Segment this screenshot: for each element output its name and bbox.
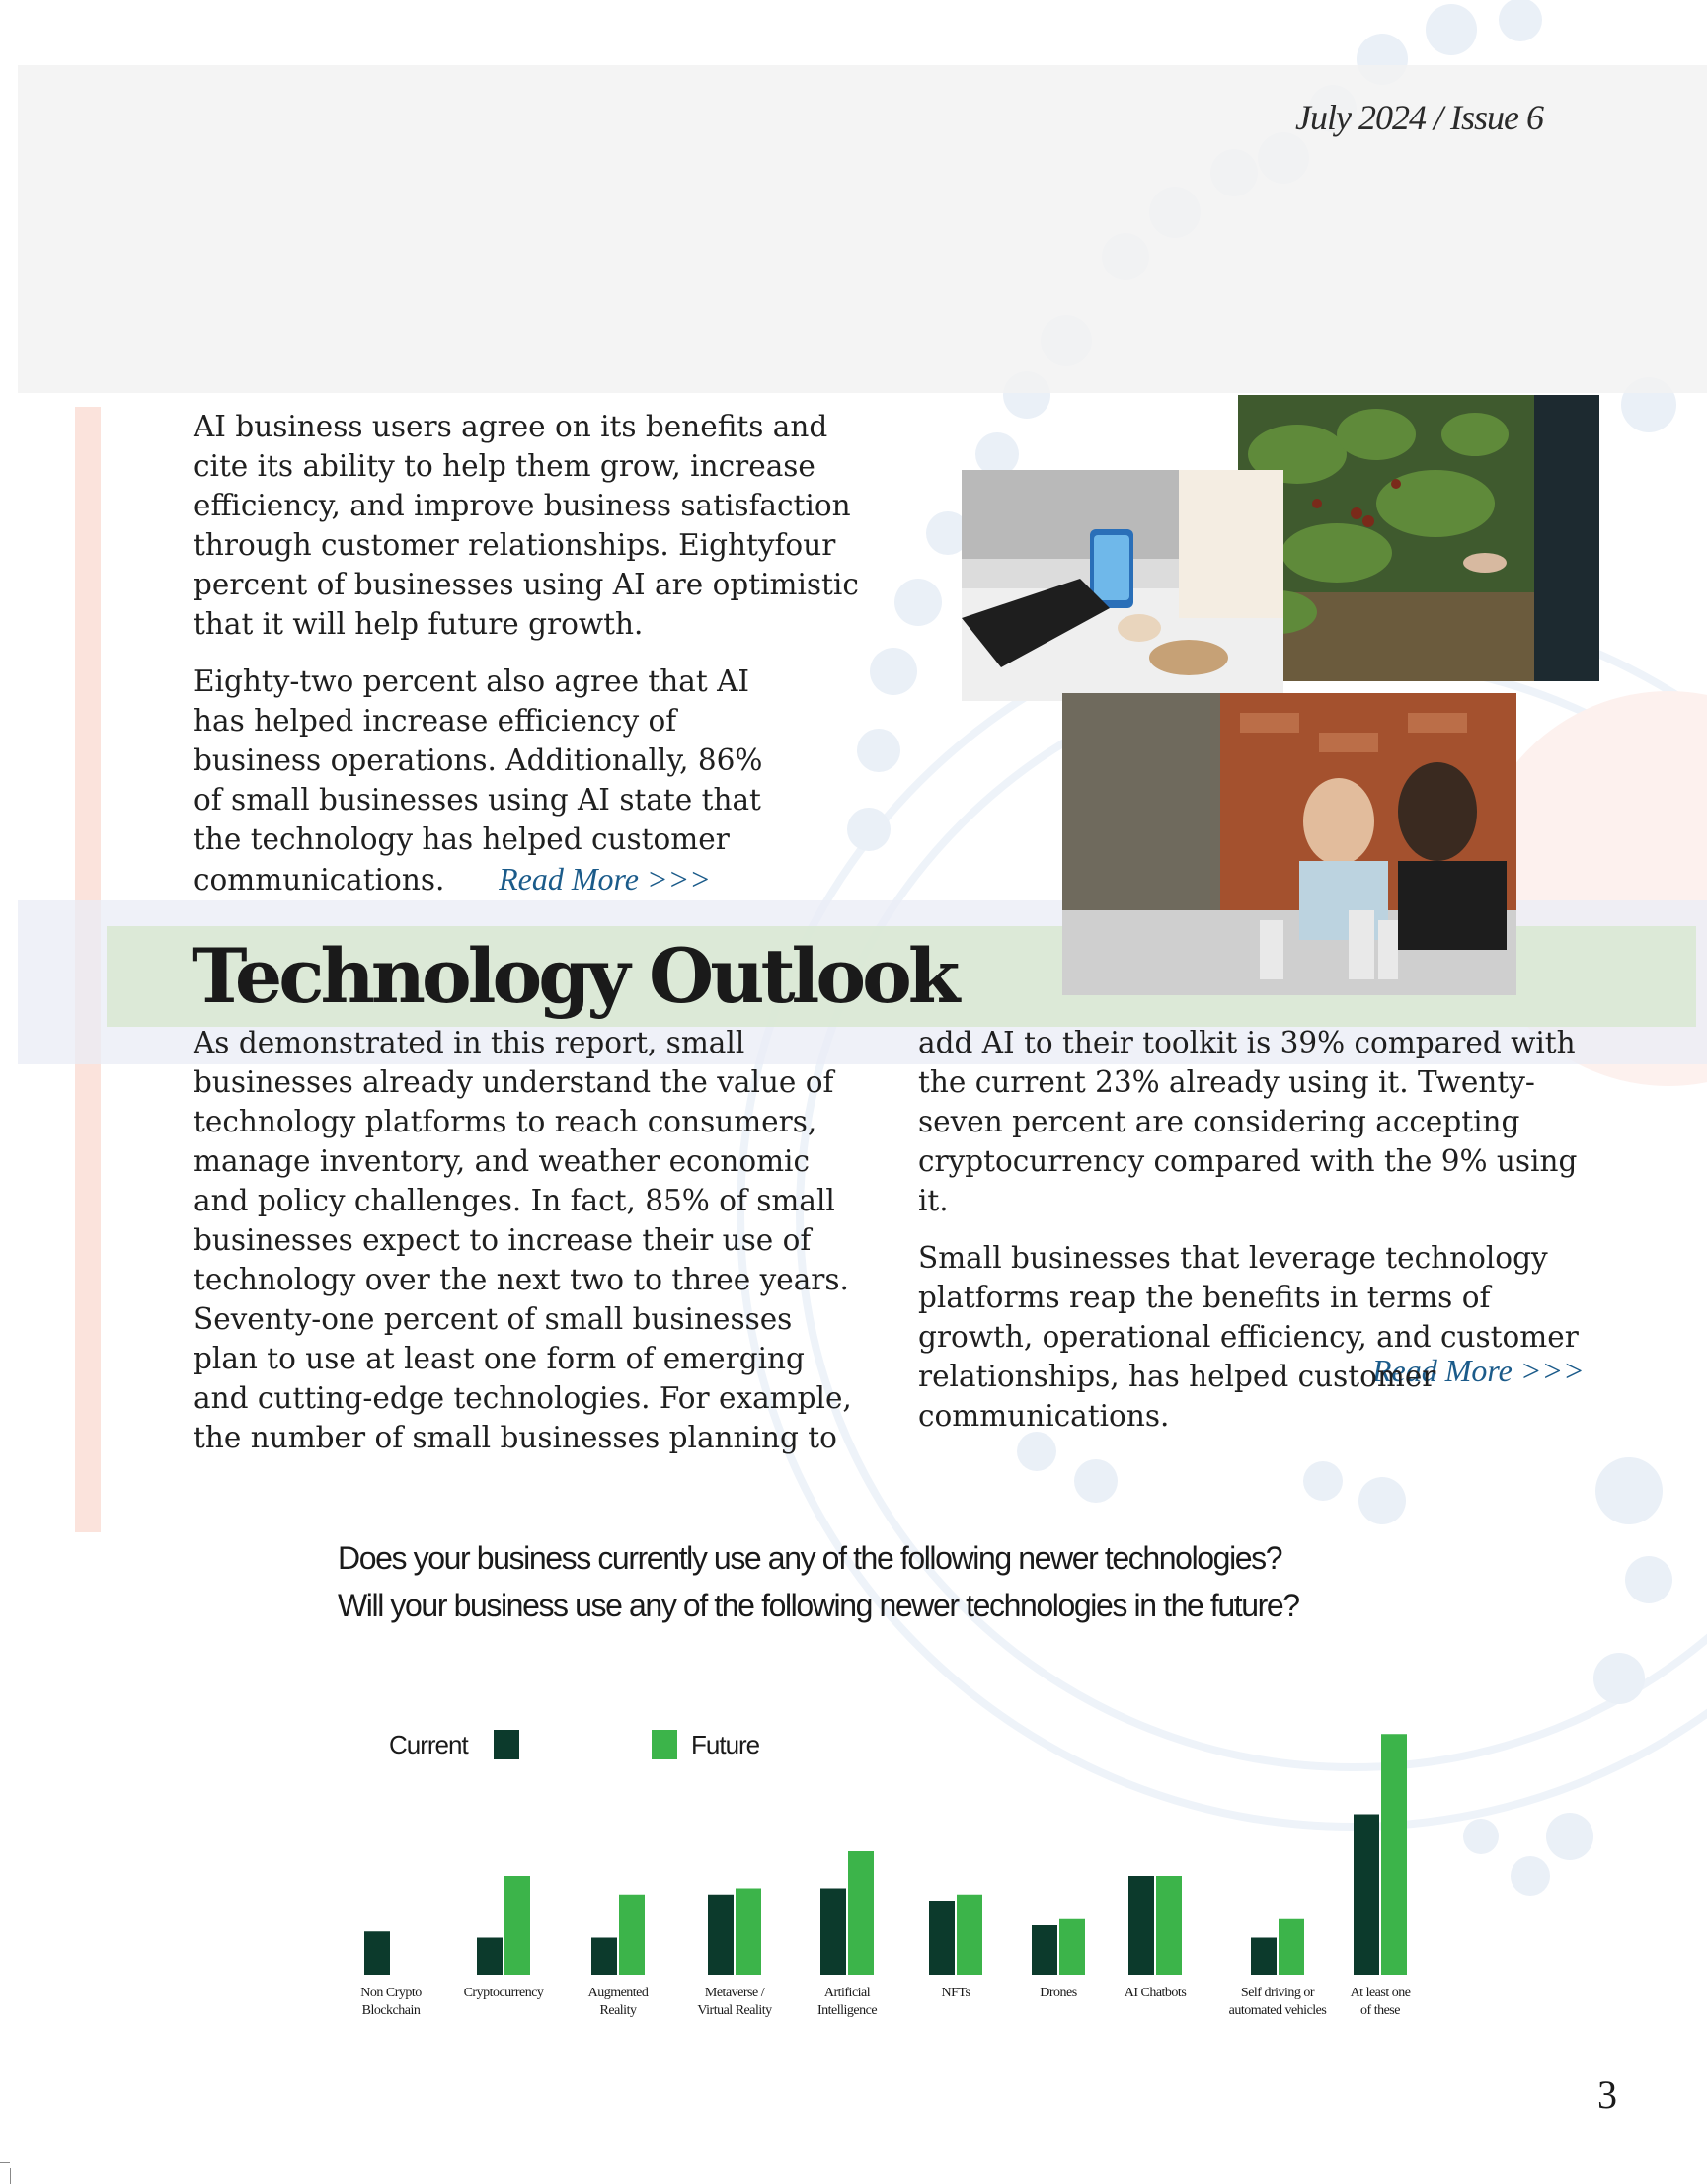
section-column-2-paragraph-2-text: Small businesses that leverage technology platforms reap the benefits in terms of growth, operational efficiency, and customer relationships, has helped customer communications. (918, 1241, 1579, 1433)
tick-label-4-1: Intelligence (816, 2003, 878, 2018)
legend-label-current: Current (389, 1730, 468, 1759)
tick-label-7-0: AI Chatbots (1124, 1986, 1187, 2000)
tick-label-3-1: Virtual Reality (697, 2003, 772, 2018)
tick-label-8-1: automated vehicles (1228, 2003, 1327, 2018)
intro-text-2 (194, 662, 766, 899)
tick-label-5-0: NFTs (941, 1986, 970, 2000)
tick-label-0-1: Blockchain (361, 2003, 421, 2018)
tick-label-2-0: Augmented (587, 1986, 649, 2000)
bar-chart (336, 1708, 1441, 2024)
intro-read-more-link[interactable]: Read More >>> (499, 861, 711, 897)
bar-future-1 (504, 1876, 530, 1975)
bar-future-7 (1156, 1876, 1182, 1975)
tick-label-4-0: Artificial (823, 1986, 871, 2000)
tick-label-2-1: Reality (599, 2003, 637, 2018)
bar-current-0 (364, 1931, 390, 1975)
photo-coffee-plants (1238, 395, 1599, 681)
tick-label-9-1: of these (1360, 2003, 1400, 2018)
bar-future-2 (619, 1895, 645, 1975)
intro-paragraph-1: AI business users agree on its benefits and cite its ability to help them grow, increase efficiency, and improve business satisfaction through customer relationships. Eightyfour percent of businesses using AI are optimistic that it will help future growth. (194, 410, 859, 641)
bar-current-9 (1354, 1815, 1379, 1976)
bar-current-3 (708, 1895, 734, 1975)
bar-current-5 (929, 1901, 955, 1975)
bar-current-4 (820, 1889, 846, 1976)
bar-current-8 (1251, 1938, 1277, 1976)
photo-cafe-conversation (1062, 693, 1516, 995)
tick-label-1-0: Cryptocurrency (463, 1986, 544, 2000)
intro-text (194, 407, 875, 662)
section-column-2-paragraph-2 (918, 1238, 1599, 1436)
bar-future-5 (957, 1895, 982, 1975)
chart-question-line-1: Does your business currently use any of the following newer technologies? (338, 1540, 1282, 1576)
bar-future-9 (1381, 1734, 1407, 1975)
section-column-2 (918, 1023, 1609, 1436)
tick-label-8-0: Self driving or (1240, 1986, 1315, 2000)
section-column-1-text: As demonstrated in this report, small businesses already understand the value of technology platforms to reach consumers, manage inventory, and weather economic and policy challenges. In fact, 85% of small businesses expect to increase their use of technology over the next two to three years. Seventy-one percent of small businesses plan to use at least one form of emerging and cutting-edge technologies. For example, the number of small businesses planning to (194, 1026, 852, 1454)
issue-label: July 2024 / Issue 6 (1295, 98, 1543, 137)
intro-paragraph-2: Eighty-two percent also agree that AI has helped increase efficiency of business operations. Additionally, 86% of small businesses using AI state that the technology has helped customer communications. (194, 664, 763, 897)
chart-question-line-2: Will your business use any of the following newer technologies in the future? (338, 1588, 1299, 1623)
section-title: Technology Outlook (192, 932, 957, 1020)
bar-current-1 (477, 1938, 503, 1976)
bar-future-6 (1059, 1919, 1085, 1975)
crop-mark (10, 2168, 11, 2184)
bar-future-3 (736, 1889, 761, 1976)
bar-current-6 (1032, 1925, 1057, 1975)
chart-question (338, 1534, 1299, 1629)
section-column-2-paragraph-1: add AI to their toolkit is 39% compared with the current 23% already using it. Twenty-seven percent are considering accepting cryptocurrency compared with the 9% using it. (918, 1026, 1578, 1217)
section-read-more-link[interactable]: Read More >>> (1372, 1353, 1585, 1388)
bar-future-4 (848, 1851, 874, 1975)
crop-mark (0, 2162, 10, 2163)
section-column-1 (194, 1023, 865, 1475)
bar-current-2 (591, 1938, 617, 1976)
tick-label-6-0: Drones (1040, 1986, 1077, 2000)
page-number: 3 (1597, 2072, 1617, 2117)
bar-current-7 (1128, 1876, 1154, 1975)
tick-label-0-0: Non Crypto (360, 1986, 422, 2000)
tick-label-3-0: Metaverse / (704, 1986, 765, 2000)
bar-future-8 (1279, 1919, 1304, 1975)
tick-label-9-0: At least one (1350, 1986, 1411, 2000)
legend-label-future: Future (691, 1730, 760, 1759)
photo-card-payment (962, 470, 1283, 701)
